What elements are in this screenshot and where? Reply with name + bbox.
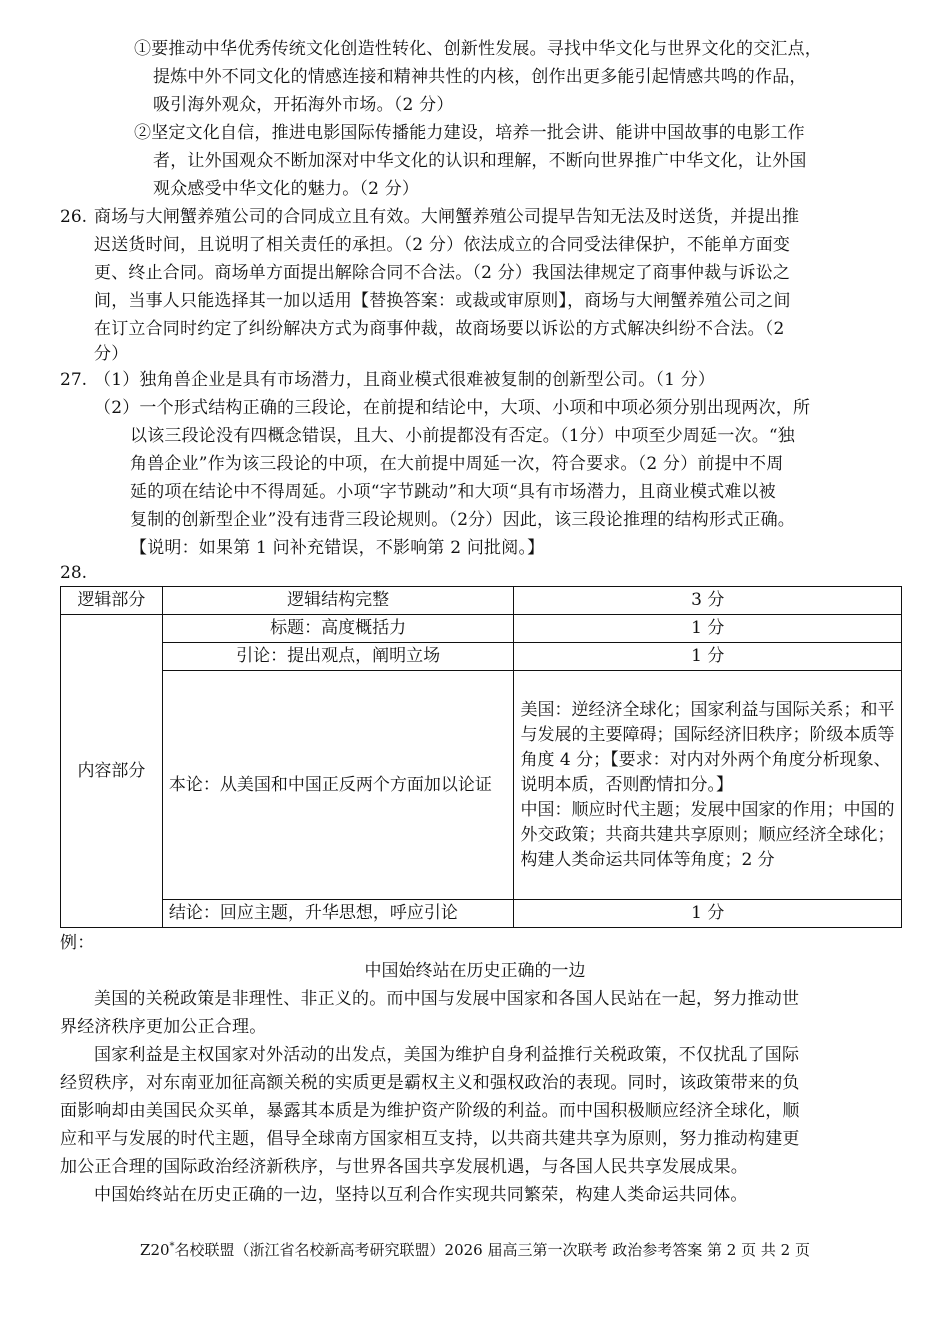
cell-body-criteria <box>162 671 514 900</box>
example-title: 中国始终站在历史正确的一边 <box>364 961 586 981</box>
example-p3-line1: 中国始终站在历史正确的一边，坚持以互利合作实现共同繁荣，构建人类命运共同体。 <box>94 1185 748 1205</box>
q27-part2-line5: 复制的创新型企业”没有违背三段论规则。（2分）因此，该三段论推理的结构形式正确。 <box>130 510 796 530</box>
q25-p1-line3: 吸引海外观众，开拓海外市场。（2 分） <box>153 95 454 115</box>
table-row <box>61 643 902 671</box>
q27-part1: （1）独角兽企业是具有市场潜力，且商业模式很难被复制的创新型公司。（1 分） <box>94 370 716 390</box>
q26-line6: 分） <box>94 344 129 364</box>
table-row <box>61 615 902 643</box>
example-p2-line4: 应和平与发展的时代主题，倡导全球南方国家相互支持，以共商共建共享为原则，努力推动构建更 <box>60 1129 800 1149</box>
example-p2-line3: 面影响却由美国民众买单，暴露其本质是为维护资产阶级的利益。而中国积极顺应经济全球化，顺 <box>60 1101 800 1121</box>
q26-line5: 在订立合同时约定了纠纷解决方式为商事仲裁，故商场要以诉讼的方式解决纠纷不合法。（2 <box>94 319 785 339</box>
page-footer <box>0 1236 950 1261</box>
body-criteria-text: 本论：从美国和中国正反两个方面加以论证 <box>168 774 492 795</box>
q28-number: 28. <box>60 563 88 583</box>
body-us-text: 美国：逆经济全球化；国家利益与国际关系；和平与发展的主要障碍；国际经济旧秩序；阶级本质等角度 4 分；【要求：对内对外两个角度分析现象、说明本质，否则酌情扣分。】 <box>520 699 895 795</box>
q26-line1: 商场与大闸蟹养殖公司的合同成立且有效。大闸蟹养殖公司提早告知无法及时送货，并提出推 <box>94 207 800 227</box>
q26-line2: 迟送货时间，且说明了相关责任的承担。（2 分）依法成立的合同受法律保护，不能单方面变 <box>94 235 791 255</box>
q26-number: 26. <box>60 207 88 227</box>
table-row <box>61 671 902 900</box>
cell-title-criteria: 标题：高度概括力 <box>162 615 514 643</box>
footer-sup: * <box>169 1241 175 1252</box>
q25-p1-line2: 提炼中外不同文化的情感连接和精神共性的内核，创作出更多能引起情感共鸣的作品， <box>153 67 807 87</box>
q25-p2-line2: 者，让外国观众不断加深对中华文化的认识和理解，不断向世界推广中华文化，让外国 <box>153 151 807 171</box>
q26-line4: 间，当事人只能选择其一加以适用【替换答案：或裁或审原则】，商场与大闸蟹养殖公司之间 <box>94 291 791 311</box>
example-p2-line5: 加公正合理的国际政治经济新秩序，与世界各国共享发展机遇，与各国人民共享发展成果。 <box>60 1157 748 1177</box>
footer-text: 名校联盟（浙江省名校新高考研究联盟）2026 届高三第一次联考 政治参考答案 第 2 页 共 2 页 <box>174 1241 810 1259</box>
q25-p1-line1: ①要推动中华优秀传统文化创造性转化、创新性发展。寻找中华文化与世界文化的交汇点， <box>134 39 822 59</box>
table-row <box>61 587 902 615</box>
example-p1-line1: 美国的关税政策是非理性、非正义的。而中国与发展中国家和各国人民站在一起，努力推动世 <box>94 989 800 1009</box>
q25-p2-line3: 观众感受中华文化的魅力。（2 分） <box>153 179 420 199</box>
q26-line3: 更、终止合同。商场单方面提出解除合同不合法。（2 分）我国法律规定了商事仲裁与诉讼之 <box>94 263 791 283</box>
cell-intro-criteria: 引论：提出观点，阐明立场 <box>162 643 514 671</box>
cell-content-label: 内容部分 <box>61 615 163 928</box>
q25-p2-line1: ②坚定文化自信，推进电影国际传播能力建设，培养一批会讲、能讲中国故事的电影工作 <box>134 123 805 143</box>
example-p2-line1: 国家利益是主权国家对外活动的出发点，美国为维护自身利益推行关税政策，不仅扰乱了国际 <box>94 1045 800 1065</box>
cell-conclusion-score: 1 分 <box>514 900 902 928</box>
cell-logic-score: 3 分 <box>514 587 902 615</box>
cell-conclusion-criteria: 结论：回应主题，升华思想，呼应引论 <box>162 900 514 928</box>
example-label: 例： <box>60 933 95 953</box>
cell-intro-score: 1 分 <box>514 643 902 671</box>
cell-logic-label: 逻辑部分 <box>61 587 163 615</box>
q27-part2-line3: 角兽企业”作为该三段论的中项，在大前提中周延一次，符合要求。（2 分）前提中不周 <box>130 454 784 474</box>
cell-logic-criteria: 逻辑结构完整 <box>162 587 514 615</box>
q27-part2-line4: 延的项在结论中不得周延。小项“字节跳动”和大项“具有市场潜力，且商业模式难以被 <box>130 482 776 502</box>
scoring-table <box>60 586 902 928</box>
example-p1-line2: 界经济秩序更加公正合理。 <box>60 1017 267 1037</box>
example-p2-line2: 经贸秩序，对东南亚加征高额关税的实质更是霸权主义和强权政治的表现。同时，该政策带来的负 <box>60 1073 800 1093</box>
body-cn-text: 中国：顺应时代主题；发展中国家的作用；中国的外交政策；共商共建共享原则；顺应经济全球化；构建人类命运共同体等角度；2 分 <box>520 799 895 870</box>
cell-title-score: 1 分 <box>514 615 902 643</box>
q27-number: 27. <box>60 370 88 390</box>
q27-part2-line2: 以该三段论没有四概念错误，且大、小前提都没有否定。（1分）中项至少周延一次。“独 <box>130 426 796 446</box>
q27-note: 【说明：如果第 1 问补充错误，不影响第 2 问批阅。】 <box>130 538 545 558</box>
footer-prefix: Z20 <box>140 1241 170 1259</box>
table-row <box>61 900 902 928</box>
q27-part2-line1: （2）一个形式结构正确的三段论，在前提和结论中，大项、小项和中项必须分别出现两次，所 <box>94 398 811 418</box>
cell-body-score <box>514 671 902 900</box>
